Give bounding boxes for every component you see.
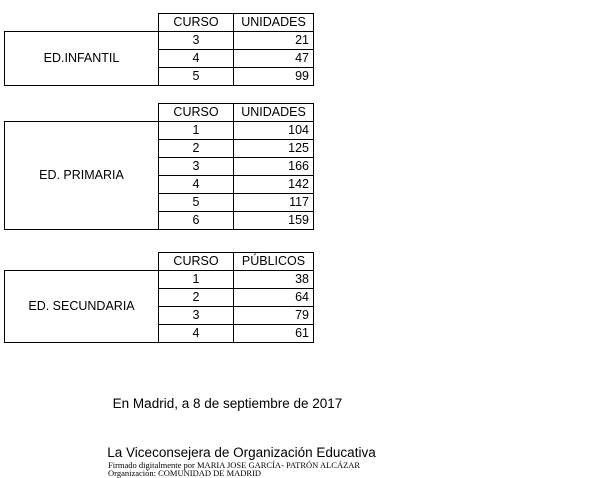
curso-cell: 4 — [159, 176, 234, 194]
curso-cell: 1 — [159, 271, 234, 289]
curso-cell: 6 — [159, 212, 234, 230]
date-line: En Madrid, a 8 de septiembre de 2017 — [112, 396, 343, 411]
curso-cell: 1 — [159, 122, 234, 140]
value-cell: 142 — [234, 176, 314, 194]
table-header-row — [5, 253, 314, 271]
level-label: ED.INFANTIL — [5, 32, 159, 86]
ed-infantil-table — [4, 13, 314, 86]
curso-cell: 2 — [159, 289, 234, 307]
value-cell: 117 — [234, 194, 314, 212]
table-header-row — [5, 14, 314, 32]
curso-cell: 5 — [159, 194, 234, 212]
digital-signature-line: Firmado digitalmente por MARIA JOSE GARCÍA- PATRÓN ALCÁZAR — [108, 460, 361, 470]
table-row — [5, 122, 314, 140]
curso-cell: 2 — [159, 140, 234, 158]
curso-cell: 4 — [159, 325, 234, 343]
level-label: ED. PRIMARIA — [5, 122, 159, 230]
col-header-curso: CURSO — [159, 14, 234, 32]
level-label: ED. SECUNDARIA — [5, 271, 159, 343]
value-cell: 64 — [234, 289, 314, 307]
col-header-unidades: UNIDADES — [234, 104, 314, 122]
ed-primaria-table — [4, 103, 314, 230]
col-header-curso: CURSO — [159, 253, 234, 271]
organization-line: Organización: COMUNIDAD DE MADRID — [108, 468, 262, 478]
value-cell: 166 — [234, 158, 314, 176]
table-row — [5, 271, 314, 289]
signer-title: La Viceconsejera de Organización Educativa — [107, 445, 376, 460]
curso-cell: 3 — [159, 158, 234, 176]
value-cell: 79 — [234, 307, 314, 325]
value-cell: 21 — [234, 32, 314, 50]
ed-secundaria-table — [4, 252, 314, 343]
value-cell: 47 — [234, 50, 314, 68]
table-row — [5, 32, 314, 50]
header-blank-cell — [5, 104, 159, 122]
curso-cell: 3 — [159, 32, 234, 50]
curso-cell: 5 — [159, 68, 234, 86]
curso-cell: 3 — [159, 307, 234, 325]
col-header-curso: CURSO — [159, 104, 234, 122]
curso-cell: 4 — [159, 50, 234, 68]
value-cell: 61 — [234, 325, 314, 343]
value-cell: 99 — [234, 68, 314, 86]
table-header-row — [5, 104, 314, 122]
value-cell: 125 — [234, 140, 314, 158]
value-cell: 104 — [234, 122, 314, 140]
value-cell: 38 — [234, 271, 314, 289]
value-cell: 159 — [234, 212, 314, 230]
col-header-unidades: UNIDADES — [234, 14, 314, 32]
header-blank-cell — [5, 253, 159, 271]
header-blank-cell — [5, 14, 159, 32]
col-header-publicos: PÚBLICOS — [234, 253, 314, 271]
